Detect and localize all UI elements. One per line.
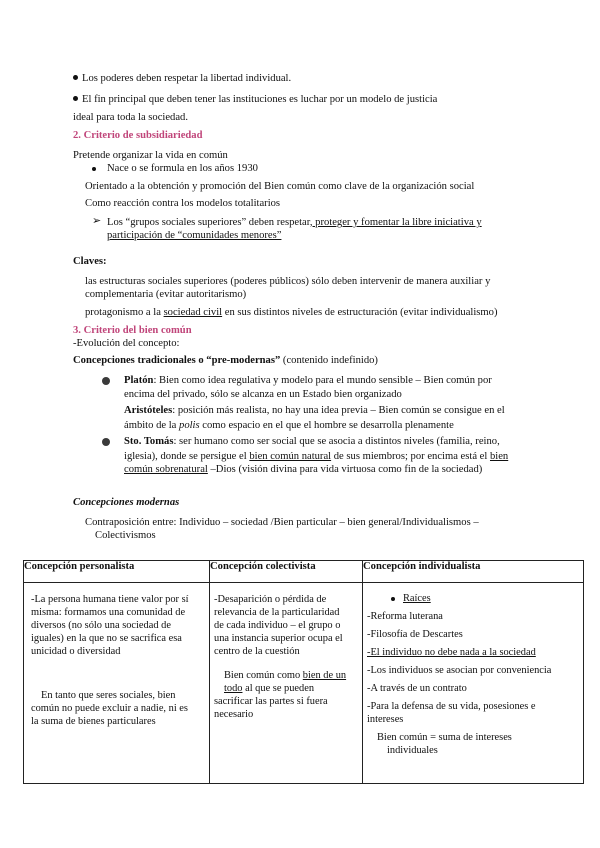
contraposicion-line1: Contraposición entre: Individuo – sociedad /Bien particular – bien general/Individualismos – [85,517,479,528]
section3-heading: 3. Criterio del bien común [73,325,192,336]
bullet-circle-icon [102,438,110,446]
cell-text: -Reforma luterana [367,611,443,622]
intro-bullet-2-cont: ideal para toda la sociedad. [73,112,189,123]
section2-line1: Pretende organizar la vida en común [73,150,228,161]
cell-text: una instancia superior ocupa el [214,633,343,644]
cell-text: Raíces [403,593,431,604]
contraposicion-line2: Colectivismos [95,530,156,541]
aristoteles-line1: Aristóteles: posición más realista, no hay una idea previa – Bien común se consigue en el [124,405,505,416]
aristoteles-line2: ámbito de la polis como espacio en el que el hombre se desarrolla plenamente [124,420,454,431]
cell-text: -A través de un contrato [367,683,467,694]
cell-text: -Desaparición o pérdida de [214,594,327,605]
cell-text: iguales) en la que no se sacrifica esa [31,633,182,644]
platon-line1: Platón: Bien como idea regulativa y modelo para el mundo sensible – Bien común por [124,375,492,386]
tomas-line3: común sobrenatural –Dios (visión divina para vida virtuosa como fin de la sociedad) [124,464,483,475]
section3-evolucion: -Evolución del concepto: [73,338,180,349]
tradicionales-line: Concepciones tradicionales o “pre-modernas” (contenido indefinido) [73,355,378,366]
concepciones-table [23,560,584,784]
tomas-line1: Sto. Tomás: ser humano como ser social que se asocia a distintos niveles (familia, reino, [124,436,500,447]
table-row [24,583,584,784]
section2-arrow-line2: participación de “comunidades menores” [107,230,282,241]
cell-text: centro de la cuestión [214,646,300,657]
protagonismo-line: protagonismo a la sociedad civil en sus distintos niveles de estructuración (evitar individualismo) [85,307,498,318]
cell-text: -Los individuos se asocian por conveniencia [367,665,552,676]
header-individualista: Concepción individualista [363,561,584,583]
cell-colectivista [210,583,363,784]
cell-text: sacrificar las partes si fuera [214,696,328,707]
tomas-line2: iglesia), donde se persigue el bien común natural de sus miembros; por encima está el bien [124,451,509,462]
cell-text: -La persona humana tiene valor por sí [31,594,189,605]
bullet-circle-icon [102,377,110,385]
header-personalista: Concepción personalista [24,561,210,583]
bullet-dot-icon [73,96,78,101]
cell-text: la suma de bienes particulares [31,716,156,727]
bullet-dot-icon [92,167,96,171]
cell-text: Bien común como bien de un [224,670,347,681]
section2-arrow-line1: Los “grupos sociales superiores” deben respetar, proteger y fomentar la libre iniciativa y [107,217,482,228]
section2-bullet: Nace o se formula en los años 1930 [107,163,258,174]
cell-text: necesario [214,709,254,720]
intro-bullet-2: El fin principal que deben tener las instituciones es luchar por un modelo de justicia [73,93,437,106]
cell-text: intereses [367,714,404,725]
bullet-dot-icon [391,597,395,601]
cell-individualista [363,583,584,784]
claves-label: Claves: [73,256,107,267]
section2-line2: Orientado a la obtención y promoción del Bien común como clave de la organización social [85,181,475,192]
cell-text: -El individuo no debe nada a la sociedad [367,647,536,658]
cell-text: misma: formamos una comunidad de [31,607,186,618]
claves-line1: las estructuras sociales superiores (poderes públicos) sólo deben intervenir de manera auxiliar y [85,276,491,287]
cell-text: En tanto que seres sociales, bien [41,690,176,701]
cell-text: todo al que se pueden [224,683,315,694]
cell-text: de cada individuo – el grupo o [214,620,341,631]
section2-heading: 2. Criterio de subsidiariedad [73,130,203,141]
cell-text: relevancia de la particularidad [214,607,340,618]
bullet-dot-icon [73,75,78,80]
intro-bullet-1: Los poderes deben respetar la libertad individual. [73,72,291,85]
table-header-row [24,561,584,583]
modernas-label: Concepciones modernas [73,497,180,508]
section2-line3: Como reacción contra los modelos totalitarios [85,198,281,209]
claves-line2: complementaria (evitar autoritarismo) [85,289,247,300]
cell-personalista [24,583,210,784]
cell-text: -Filosofía de Descartes [367,629,463,640]
arrow-bullet-icon: ➢ [92,215,102,227]
platon-line2: encima del privado, sólo se alcanza en un Estado bien organizado [124,389,402,400]
cell-text: común no puede excluir a nadie, ni es [31,703,188,714]
cell-text: -Para la defensa de su vida, posesiones e [367,701,536,712]
header-colectivista: Concepción colectivista [210,561,363,583]
cell-text: Bien común = suma de intereses [377,732,512,743]
cell-text: individuales [387,745,438,756]
cell-text: diversos (no sólo una sociedad de [31,620,171,631]
cell-text: unicidad o diversidad [31,646,121,657]
